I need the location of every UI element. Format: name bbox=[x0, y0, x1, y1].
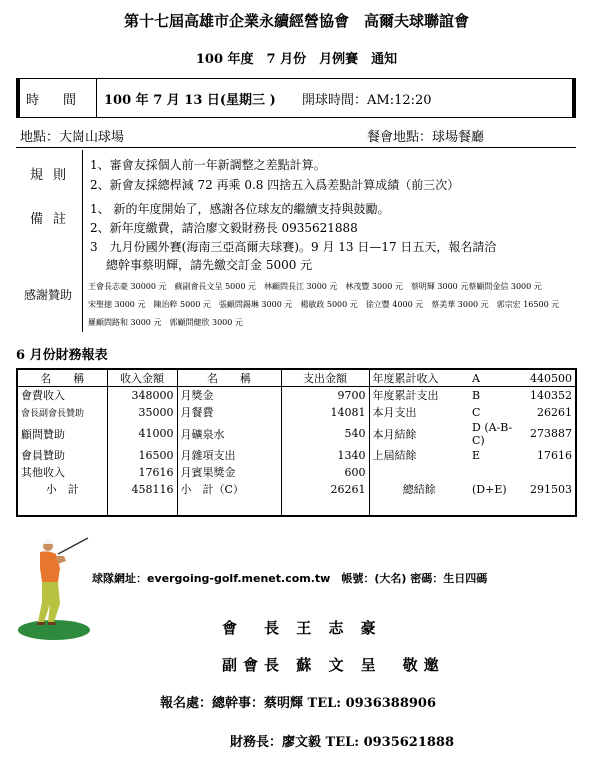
note-item: 2、新年度繳費，請洽廖文毅財務長 0935621888 bbox=[90, 221, 358, 235]
website-info: 球隊網址：evergoing-golf.menet.com.tw 帳號：(大名) 密碼：生日四碼 bbox=[92, 572, 488, 585]
divider bbox=[16, 147, 576, 148]
table-cell: 26261 bbox=[537, 405, 572, 419]
treasurer-contact: 財務長：廖文毅 TEL: 0935621888 bbox=[230, 735, 455, 750]
table-cell: 35000 bbox=[107, 404, 177, 421]
page-subtitle: 100 年度 7 月份 月例賽 通知 bbox=[195, 52, 398, 67]
sponsor-line: 宋聖徳 3000 元 陳治粹 5000 元 張顧問錫琳 3000 元 楊敏政 5000 元 徐立豐 4000 元 蔡美華 3000 元 郭宗宏 16500 元 bbox=[88, 300, 560, 309]
table-cell: 其他收入 bbox=[21, 466, 65, 479]
table-cell: 1340 bbox=[281, 447, 369, 464]
table-cell: 600 bbox=[281, 464, 369, 481]
divider bbox=[82, 150, 83, 332]
table-cell: 月賓果獎金 bbox=[177, 464, 281, 481]
table-cell: 月礦泉水 bbox=[177, 421, 281, 447]
rule-item: 2、新會友採總桿減 72 再乘 0.8 四捨五入爲差點計算成績（前三次） bbox=[90, 178, 460, 192]
finance-title: 6 月份財務報表 bbox=[16, 348, 108, 363]
table-cell: 上屆結餘 bbox=[369, 447, 469, 464]
table-cell: 540 bbox=[281, 421, 369, 447]
rules-label: 規則 bbox=[30, 168, 77, 183]
table-row bbox=[17, 387, 576, 404]
table-cell: 月雜項支出 bbox=[177, 447, 281, 464]
table-cell: 291503 bbox=[530, 482, 572, 496]
page-title: 第十七屆高雄市企業永續經營協會 高爾夫球聯誼會 bbox=[123, 12, 469, 30]
divider bbox=[96, 79, 97, 117]
note-item: 總幹事蔡明輝，請先繳交訂金 5000 元 bbox=[106, 258, 313, 272]
table-row bbox=[17, 481, 576, 498]
table-cell: 273887 bbox=[530, 427, 572, 440]
table-cell: 月餐費 bbox=[177, 404, 281, 421]
vice-president: 副會長 蘇 文 呈 敬邀 bbox=[222, 656, 445, 674]
finance-table bbox=[16, 368, 577, 517]
note-item: 3 九月份國外賽(海南三亞高爾夫球賽)。9 月 13 日—17 日五天，報名請洽 bbox=[90, 240, 497, 254]
tee-time: 開球時間：AM:12:20 bbox=[302, 93, 432, 108]
table-cell: 本月結餘 bbox=[369, 421, 469, 447]
table-cell: 會員贊助 bbox=[21, 449, 65, 462]
table-cell: 458116 bbox=[107, 481, 177, 498]
table-row bbox=[17, 369, 576, 387]
golfer-illustration-icon bbox=[14, 534, 94, 644]
notes-label: 備註 bbox=[30, 212, 77, 227]
table-cell: 140352 bbox=[530, 388, 572, 402]
table-cell: E bbox=[472, 448, 481, 462]
table-cell: 41000 bbox=[107, 421, 177, 447]
table-cell: C bbox=[472, 405, 481, 419]
table-cell: 月獎金 bbox=[177, 387, 281, 404]
table-cell: 總結餘 bbox=[369, 481, 469, 498]
table-cell: D (A-B-C) bbox=[472, 420, 513, 447]
dinner-venue: 餐會地點：球場餐廳 bbox=[367, 130, 485, 145]
table-row bbox=[17, 404, 576, 421]
schedule-label: 時間 bbox=[26, 93, 101, 108]
table-cell: 小 計（C） bbox=[177, 481, 281, 498]
table-cell: A bbox=[469, 369, 527, 387]
table-cell: 會費收入 bbox=[21, 389, 65, 403]
sponsor-line: 王會長志豪 30000 元 蘇副會長文呈 5000 元 林顧問長江 3000 元 林茂豐 3000 元 蔡明輝 3000 元蔡顧問金信 3000 元 bbox=[88, 282, 542, 291]
table-cell: 17616 bbox=[107, 464, 177, 481]
table-header: 名 稱 bbox=[17, 369, 107, 387]
table-header: 名 稱 bbox=[177, 369, 281, 387]
note-item: 1、 新的年度開始了，感謝各位球友的繼續支持與鼓勵。 bbox=[90, 202, 390, 216]
table-cell: B bbox=[472, 388, 481, 402]
table-header: 收入金額 bbox=[107, 369, 177, 387]
table-cell: 440500 bbox=[527, 369, 576, 387]
table-cell: 16500 bbox=[107, 447, 177, 464]
table-cell: 9700 bbox=[281, 387, 369, 404]
table-cell: 小 計 bbox=[45, 483, 79, 496]
sponsors-label: 感謝贊助 bbox=[24, 288, 73, 302]
table-cell: 17616 bbox=[537, 448, 572, 462]
table-cell: 會長副會長贊助 bbox=[21, 408, 85, 419]
table-row bbox=[17, 498, 576, 516]
table-header: 支出金額 bbox=[281, 369, 369, 387]
sponsor-line: 羅顧問路和 3000 元 郭顧問健欣 3000 元 bbox=[88, 318, 243, 327]
table-cell: (D+E) bbox=[472, 482, 507, 496]
table-row bbox=[17, 447, 576, 464]
rule-item: 1、審會友採個人前一年新調整之差點計算。 bbox=[90, 158, 326, 172]
table-cell: 本月支出 bbox=[369, 404, 469, 421]
event-date: 100 年 7 月 13 日(星期三 ) bbox=[104, 93, 276, 108]
president: 會 長 王 志 豪 bbox=[222, 619, 382, 637]
table-cell: 顧問贊助 bbox=[21, 427, 65, 441]
table-cell: 348000 bbox=[107, 387, 177, 404]
table-cell: 年度累計收入 bbox=[369, 369, 469, 387]
venue: 地點：大崗山球場 bbox=[20, 130, 125, 145]
table-cell: 14081 bbox=[281, 404, 369, 421]
table-row bbox=[17, 421, 576, 447]
table-cell: 年度累計支出 bbox=[369, 387, 469, 404]
registration-contact: 報名處：總幹事：蔡明輝 TEL: 0936388906 bbox=[160, 696, 437, 711]
schedule-box bbox=[16, 78, 576, 118]
table-row bbox=[17, 464, 576, 481]
table-cell: 26261 bbox=[281, 481, 369, 498]
